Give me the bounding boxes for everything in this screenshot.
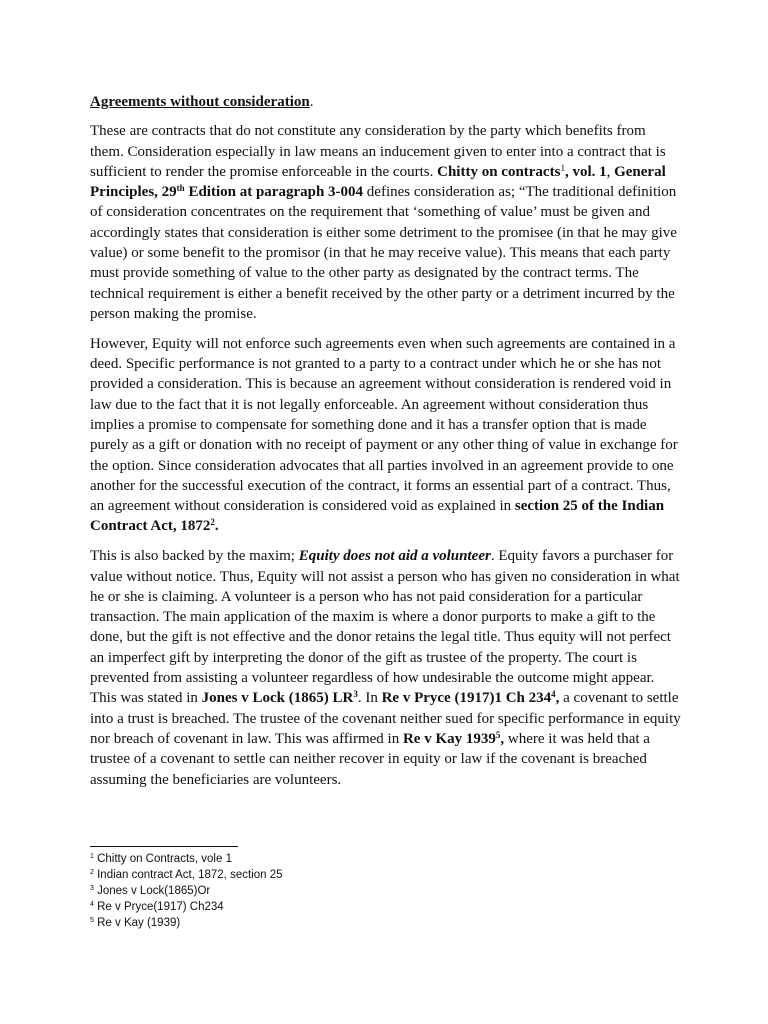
footnote-ref-4[interactable]: 4 bbox=[551, 689, 556, 700]
re-v-kay-citation: Re v Kay 1939 bbox=[402, 730, 496, 747]
heading-text: Agreements without consideration bbox=[90, 94, 310, 110]
chitty-volume: , vol. 1 bbox=[564, 163, 607, 180]
p1-text-1: These are contracts that do not constitute any consideration by the party which benefits from them. Consideration especially in law means an inducement given to enter into a contract that is sufficient to render the promise enforceable in the courts. bbox=[90, 123, 666, 180]
p3-text-3: . In bbox=[357, 690, 382, 707]
chitty-citation: Chitty on contracts bbox=[437, 163, 561, 180]
footnotes-section bbox=[90, 846, 682, 931]
footnote-text: Re v Pryce(1917) Ch234 bbox=[93, 901, 224, 913]
footnote-5 bbox=[90, 915, 682, 931]
ordinal-suffix: th bbox=[176, 183, 185, 194]
paragraph-3 bbox=[90, 546, 682, 790]
paragraph-2 bbox=[90, 334, 682, 537]
p3-bold-comma-2: , bbox=[500, 730, 505, 747]
footnote-text: Jones v Lock(1865)Or bbox=[93, 885, 211, 897]
edition-paragraph-citation: Edition at paragraph 3-004 bbox=[184, 184, 364, 201]
p3-text-4: a covenant to settle into a trust is breached. The trustee of the covenant neither sued for specific performance in equity nor breach of covenant in law. This was affirmed in bbox=[90, 690, 681, 747]
p3-text-5: where it was held that a trustee of a covenant to settle can neither recover in equity or law if the covenant is breached assuming the beneficiaries are volunteers. bbox=[90, 730, 650, 788]
p3-text-2: . Equity favors a purchaser for value without notice. Thus, Equity will not assist a person who has given no consideration in what he or she is claiming. A volunteer is a person who has not paid consideration for a particular transaction. The main application of the maxim is where a donor purports to make a gift to the done, but the gift is not effective and the donor retains the legal title. Thus equity will not perfect an imperfect gift by interpreting the donor of the gift as trustee of the property. The court is prevented from assisting a volunteer regardless of how undesirable the outcome might appear. This was stated in bbox=[90, 548, 680, 707]
footnote-ref-1[interactable]: 1 bbox=[560, 162, 565, 173]
footnote-1 bbox=[90, 851, 682, 867]
p1-text-2: defines consideration as; “The traditional definition of consideration concentrates on the requirement that ‘something of value’ must be given and accordingly states that consideration is either some detriment to the promisee (in that he may give value) or some benefit to the promisor (in that he may receive value). This means that each party must provide something of value to the other party as designated by the contract terms. The technical requirement is either a benefit received by the other party or a detriment incurred by the person making the promise. bbox=[90, 184, 677, 322]
footnote-number: 5 bbox=[90, 917, 94, 924]
p2-period: . bbox=[214, 518, 219, 535]
document-body bbox=[90, 92, 682, 799]
footnote-ref-2[interactable]: 2 bbox=[210, 517, 215, 528]
p3-text-1: This is also backed by the maxim; bbox=[90, 548, 299, 565]
heading-period: . bbox=[309, 94, 314, 110]
footnote-4 bbox=[90, 899, 682, 915]
equity-maxim: Equity does not aid a volunteer bbox=[298, 548, 491, 565]
footnote-3 bbox=[90, 883, 682, 899]
p3-bold-comma-1: , bbox=[555, 690, 560, 707]
footnote-2 bbox=[90, 867, 682, 883]
general-principles-citation: General Principles, 29 bbox=[90, 163, 666, 201]
footnote-text: Re v Kay (1939) bbox=[93, 917, 181, 929]
footnote-text: Indian contract Act, 1872, section 25 bbox=[93, 869, 283, 881]
footnote-text: Chitty on Contracts, vole 1 bbox=[93, 853, 232, 865]
footnote-number: 3 bbox=[90, 885, 94, 892]
footnote-number: 4 bbox=[90, 901, 94, 908]
paragraph-1 bbox=[90, 121, 682, 324]
indian-contract-act-citation: section 25 of the Indian Contract Act, 1872 bbox=[90, 498, 665, 535]
footnote-number: 1 bbox=[90, 853, 94, 860]
footnote-number: 2 bbox=[90, 869, 94, 876]
footnote-ref-3[interactable]: 3 bbox=[353, 689, 358, 700]
p1-comma: , bbox=[606, 163, 615, 180]
document-heading bbox=[90, 92, 682, 112]
footnote-separator bbox=[90, 846, 238, 847]
p2-text-1: However, Equity will not enforce such agreements even when such agreements are contained in a deed. Specific performance is not granted to a party to a contract under which he or she has not provided a consideration. This is because an agreement without consideration is rendered void in law due to the fact that it is not legally enforceable. An agreement without consideration thus implies a promise to compensate for something done and it has a transfer option that is made purely as a gift or donation with no receipt of payment or any other thing of value in exchange for the option. Since consideration advocates that all parties involved in an agreement provide to one another for the successful execution of the contract, it forms an essential part of a contract. Thus, an agreement without consideration is considered void as explained in bbox=[90, 335, 678, 515]
re-v-pryce-citation: Re v Pryce (1917)1 Ch 234 bbox=[381, 690, 552, 707]
jones-v-lock-citation: Jones v Lock (1865) LR bbox=[201, 690, 354, 707]
footnote-ref-5[interactable]: 5 bbox=[495, 729, 501, 740]
